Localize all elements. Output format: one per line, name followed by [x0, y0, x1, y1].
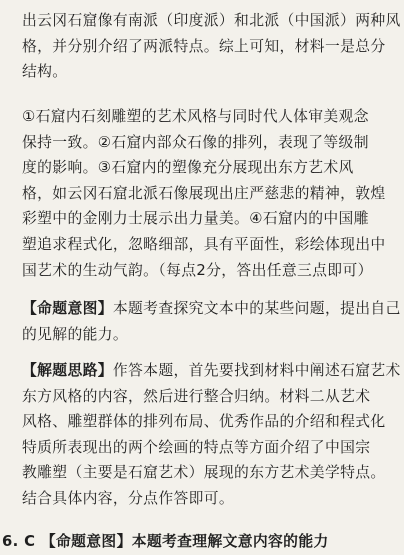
text-line: 教雕塑（主要是石窟艺术）展现的东方艺术美学特点。 [22, 464, 386, 482]
text-line: 东方风格的内容，然后进行整合归纳。材料二从艺术 [22, 387, 371, 405]
intent-tag: 【命题意图】 [22, 300, 113, 317]
text-line: 格，如云冈石窟北派石像展现出庄严慈悲的精神，敦煌 [22, 184, 386, 202]
text-line: 保持一致。②石窟内部众石像的排列，表现了等级制 [22, 133, 369, 151]
text-line: 出云冈石窟像有南派（印度派）和北派（中国派）两种风 [22, 12, 401, 29]
text-line: 结合具体内容，分点作答即可。 [22, 489, 235, 507]
text-line [22, 296, 404, 322]
text-line: 风格、雕塑群体的排列布局、优秀作品的介绍和程式化 [22, 413, 386, 431]
next-answer-clipped [0, 527, 404, 550]
text-line: ①石窟内石刻雕塑的艺术风格与同时代人体审美观念 [22, 108, 369, 125]
next-answer-line: 6. C 【命题意图】本题考查理解文意内容的能力 [2, 533, 329, 550]
answer-q5 [0, 104, 404, 283]
text-line: 特质所表现出的两个绘画的特点等方面介绍了中国宗 [22, 438, 371, 456]
paragraph-material-one-summary [0, 8, 404, 85]
intent-text: 本题考查探究文本中的某些问题，提出自己 [112, 300, 401, 317]
text-line: 国艺术的生动气韵。（每点2分，答出任意三点即可） [22, 261, 373, 279]
text-line: 塑追求程式化，忽略细部，具有平面性，彩绘体现出中 [22, 235, 386, 253]
section-question-intent [0, 296, 404, 347]
text-line: 格，并分别介绍了两派特点。综上可知，材料一是总分 [22, 37, 386, 55]
text-line: 的见解的能力。 [22, 325, 129, 343]
text-line [22, 358, 404, 384]
text-line: 结构。 [22, 63, 68, 81]
section-solution-approach [0, 358, 404, 512]
text-line: 度的影响。③石窟内的塑像充分展现出东方艺术风 [22, 159, 354, 177]
approach-text: 作答本题，首先要找到材料中阐述石窟艺术 [112, 362, 401, 379]
text-line: 彩塑中的金刚力士展示出力量美。④石窟内的中国雕 [22, 210, 369, 228]
approach-tag: 【解题思路】 [22, 362, 113, 379]
